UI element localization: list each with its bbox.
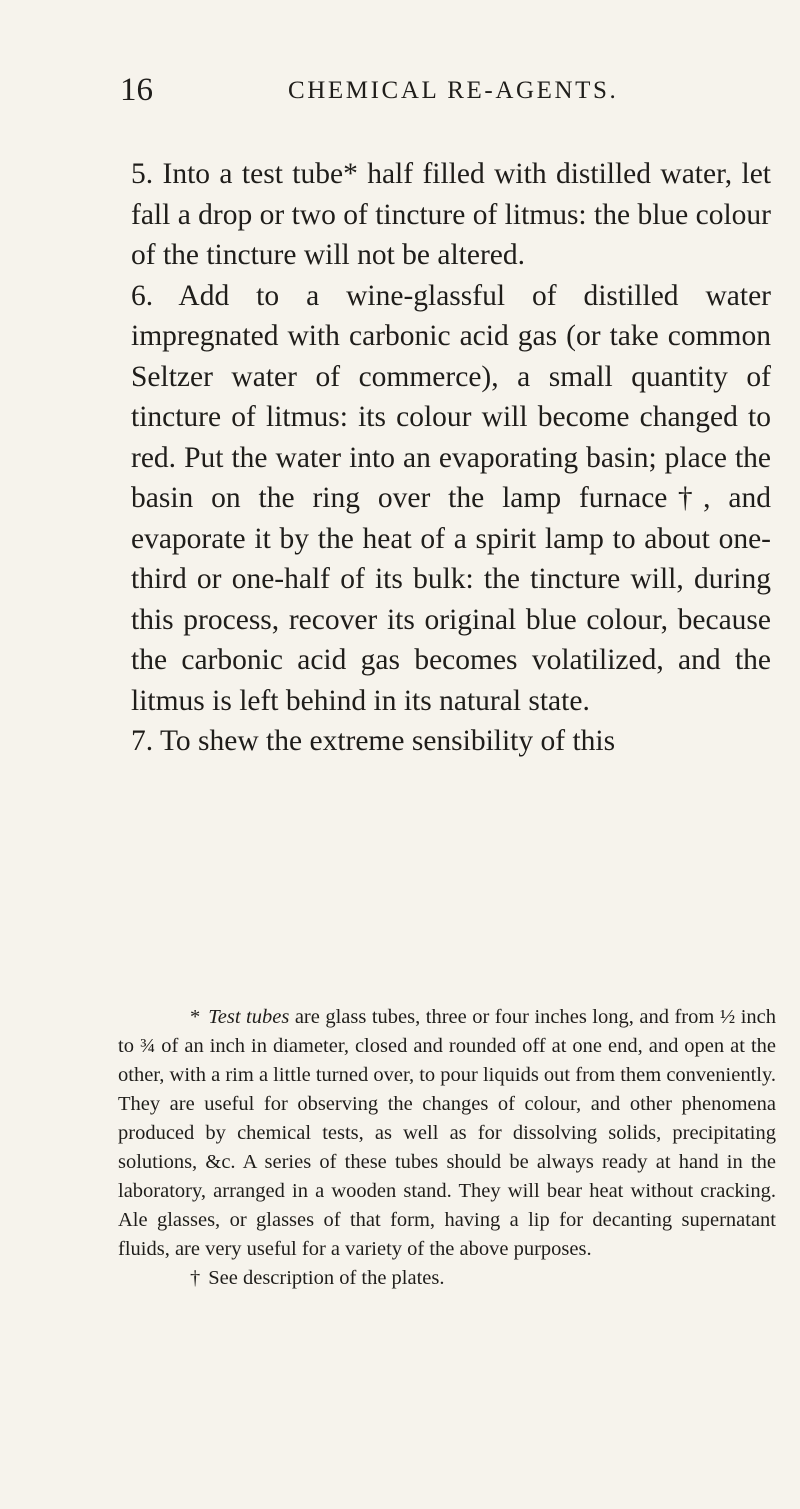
footnote-term: Test tubes xyxy=(208,1006,290,1028)
footnote-text: are glass tubes, three or four inches long, and from ½ inch to ¾ of an inch in diameter, closed and rounded off at one end, and open at the other, with a rim a little turned over, to pour liquids out from them conveniently. They are useful for observing the changes of colour, and other phenomena produced by chemical tests, as well as for dissolving solids, precipitating solutions, &c. A series of these tubes should be always ready at hand in the laboratory, arranged in a wooden stand. They will bear heat without cracking. Ale glasses, or glasses of that form, having a lip for decanting supernatant fluids, are very useful for a variety of the above purposes. xyxy=(118,1006,777,1260)
paragraph-7: 7. To shew the extreme sensibility of this xyxy=(131,725,616,757)
running-head: CHEMICAL RE-AGENTS. xyxy=(288,77,619,104)
paragraph-6: 6. Add to a wine-glassful of distilled water impregnated with carbonic acid gas (or take common Seltzer water of commerce), a small quantity of tincture of litmus: its colour will become changed to red. Put the water into an evaporating basin; place the basin on the ring over the lamp furnace†, and evaporate it by the heat of a spirit lamp to about one-third or one-half of its bulk: the tincture will, during this process, recover its original blue colour, because the carbonic acid gas becomes volatilized, and the litmus is left behind in its natural state. xyxy=(131,279,771,717)
page-header xyxy=(120,70,760,110)
page-number: 16 xyxy=(120,72,153,108)
footnote-marker: * xyxy=(190,1006,201,1028)
footnote-plates xyxy=(118,1264,776,1293)
footnote-marker: † xyxy=(190,1267,201,1289)
footnotes xyxy=(118,1003,776,1293)
footnote-test-tubes xyxy=(118,1003,776,1264)
main-text xyxy=(131,154,771,762)
footnote-text: See description of the plates. xyxy=(208,1267,445,1289)
paragraph-5: 5. Into a test tube* half filled with distilled water, let fall a drop or two of tincture of litmus: the blue colour of the tincture will not be altered. xyxy=(131,158,771,271)
